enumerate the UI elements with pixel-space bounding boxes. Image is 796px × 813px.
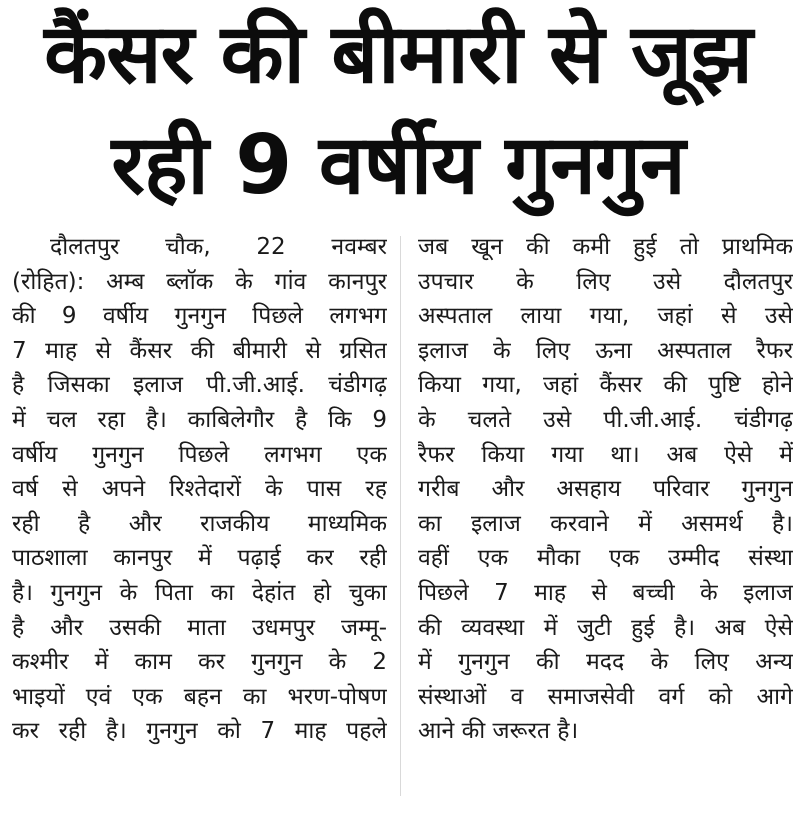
article-line: (रोहित): अम्ब ब्लॉक के गांव कानपुर: [12, 268, 387, 295]
article-line: में गुनगुन की मदद के लिए अन्य: [418, 649, 793, 676]
article-line: इलाज के लिए ऊना अस्पताल रैफर: [418, 337, 793, 364]
article-line: 7 माह से कैंसर की बीमारी से ग्रसित: [12, 337, 387, 364]
article-line: रही है और राजकीय माध्यमिक: [12, 510, 387, 537]
article-line: संस्थाओं व समाजसेवी वर्ग को आगे: [418, 683, 793, 710]
article-line: किया गया, जहां कैंसर की पुष्टि होने: [418, 372, 793, 399]
article-line: का इलाज करवाने में असमर्थ है।: [418, 510, 793, 537]
article-line: कश्मीर में काम कर गुनगुन के 2: [12, 649, 387, 676]
article-column-right: [418, 230, 793, 749]
article-line: वर्ष से अपने रिश्तेदारों के पास रह: [12, 476, 387, 503]
article-line: जब खून की कमी हुई तो प्राथमिक: [418, 234, 793, 260]
article-line: पिछले 7 माह से बच्ची के इलाज: [418, 579, 793, 606]
headline-line-1: कैंसर की बीमारी से जूझ: [44, 7, 752, 102]
article-line: है। गुनगुन के पिता का देहांत हो चुका: [12, 579, 387, 606]
column-divider: [400, 236, 401, 796]
article-line: उपचार के लिए उसे दौलतपुर: [418, 268, 793, 295]
headline-line-2: रही 9 वर्षीय गुनगुन: [111, 118, 685, 213]
article-line: की व्यवस्था में जुटी हुई है। अब ऐसे: [418, 614, 793, 641]
article-line: के चलते उसे पी.जी.आई. चंडीगढ़: [418, 406, 793, 433]
article-line: में चल रहा है। काबिलेगौर है कि 9: [12, 406, 387, 433]
article-line: गरीब और असहाय परिवार गुनगुन: [418, 476, 793, 503]
article-line: पाठशाला कानपुर में पढ़ाई कर रही: [12, 545, 387, 572]
article-line: रैफर किया गया था। अब ऐसे में: [418, 441, 793, 468]
article-line: दौलतपुर चौक, 22 नवम्बर: [50, 234, 387, 260]
article-line: है और उसकी माता उधमपुर जम्मू-: [12, 614, 387, 641]
article-column-left: [12, 230, 387, 749]
article-line: की 9 वर्षीय गुनगुन पिछले लगभग: [12, 303, 387, 330]
article-line: आने की जरूरत है।: [418, 718, 579, 745]
article-line: वर्षीय गुनगुन पिछले लगभग एक: [12, 441, 387, 468]
article-line: भाइयों एवं एक बहन का भरण-पोषण: [12, 683, 387, 710]
article-line: कर रही है। गुनगुन को 7 माह पहले: [12, 718, 387, 745]
article-line: अस्पताल लाया गया, जहां से उसे: [418, 303, 793, 330]
article-line: वहीं एक मौका एक उम्मीद संस्था: [418, 545, 793, 572]
article-line: है जिसका इलाज पी.जी.आई. चंडीगढ़: [12, 372, 387, 399]
